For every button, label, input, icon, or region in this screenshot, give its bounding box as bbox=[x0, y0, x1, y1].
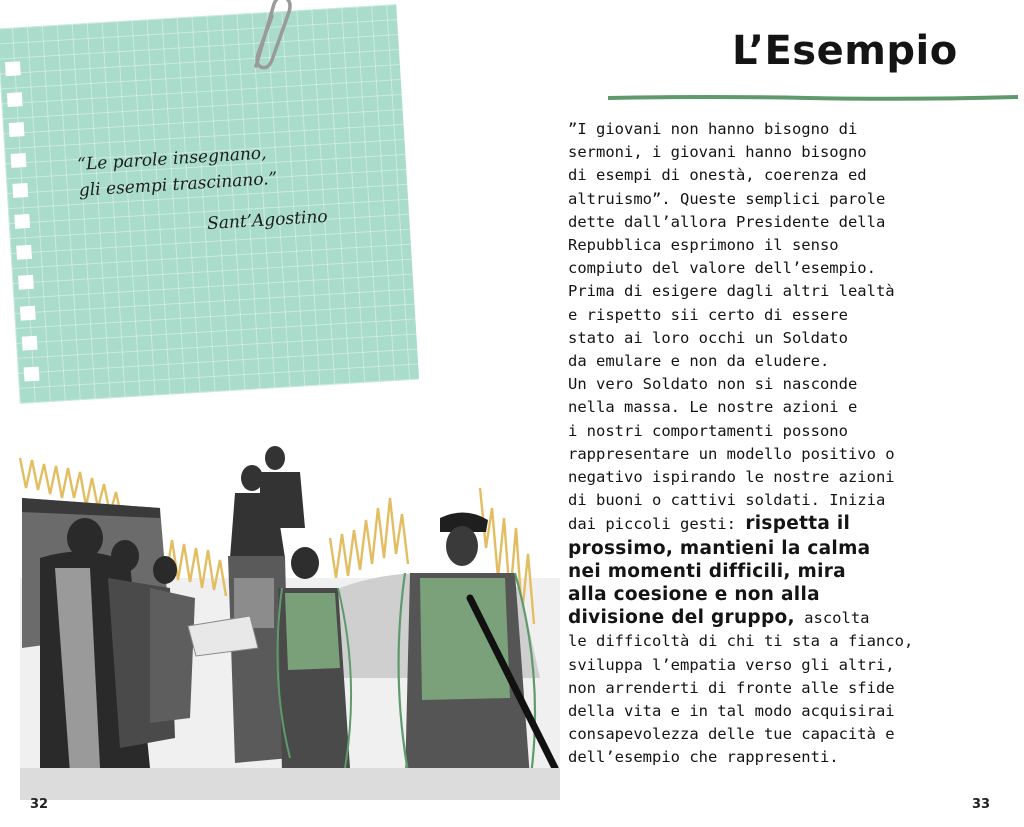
page-title: L’Esempio bbox=[732, 28, 958, 74]
note-hole bbox=[18, 275, 34, 290]
body-line: da emulare e non da eludere. bbox=[568, 352, 830, 371]
body-line: sermoni, i giovani hanno bisogno bbox=[568, 143, 867, 162]
note-hole bbox=[5, 61, 21, 76]
body-line: e rispetto sii certo di essere bbox=[568, 305, 848, 324]
paperclip-icon bbox=[234, 0, 294, 74]
quote-line: gli esempi trascinano.” bbox=[78, 168, 278, 201]
body-text bbox=[568, 118, 1018, 770]
quote-author: Sant’Agostino bbox=[206, 206, 329, 235]
emphasis-line: prossimo, mantieni la calma bbox=[568, 537, 871, 559]
note-hole bbox=[20, 306, 36, 321]
soldiers-photo bbox=[0, 438, 564, 800]
body-text-normal: dai piccoli gesti: bbox=[568, 515, 746, 534]
body-line: stato ai loro occhi un Soldato bbox=[568, 328, 848, 347]
body-line: dell’esempio che rappresenti. bbox=[568, 748, 839, 767]
emphasis-text: rispetta il bbox=[745, 513, 851, 535]
body-line: Un vero Soldato non si nasconde bbox=[568, 375, 858, 394]
page-number-right: 33 bbox=[972, 797, 991, 812]
body-line: nella massa. Le nostre azioni e bbox=[568, 398, 858, 417]
body-line: Repubblica esprimono il senso bbox=[568, 236, 839, 255]
note-hole bbox=[24, 367, 40, 382]
body-line: consapevolezza delle tue capacità e bbox=[568, 725, 895, 744]
emphasis-line: alla coesione e non alla bbox=[568, 584, 820, 606]
body-line-mixed bbox=[568, 606, 1018, 630]
body-line: Prima di esigere dagli altri lealtà bbox=[568, 282, 895, 301]
note-hole bbox=[9, 122, 25, 137]
body-line: altruismo”. Queste semplici parole bbox=[568, 189, 886, 208]
body-line: i nostri comportamenti possono bbox=[568, 421, 848, 440]
page-number-left: 32 bbox=[30, 797, 49, 812]
note-hole bbox=[12, 183, 28, 198]
note-hole bbox=[16, 244, 32, 259]
body-line: di esempi di onestà, coerenza ed bbox=[568, 166, 867, 185]
body-line: della vita e in tal modo acquisirai bbox=[568, 702, 895, 721]
note-hole bbox=[11, 153, 27, 168]
emphasis-text: divisione del gruppo, bbox=[568, 607, 795, 629]
body-line: dette dall’allora Presidente della bbox=[568, 212, 886, 231]
body-line: rappresentare un modello positivo o bbox=[568, 444, 895, 463]
body-line: le difficoltà di chi ti sta a fianco, bbox=[568, 632, 914, 651]
note-hole bbox=[22, 336, 38, 351]
title-underline bbox=[608, 94, 1018, 102]
body-line: non arrenderti di fronte alle sfide bbox=[568, 678, 895, 697]
note-hole bbox=[14, 214, 30, 229]
quote-note bbox=[0, 4, 419, 404]
body-line-mixed bbox=[568, 512, 1018, 536]
emphasis-line: nei momenti difficili, mira bbox=[568, 560, 846, 582]
body-line: negativo ispirando le nostre azioni bbox=[568, 468, 895, 487]
body-line: ”I giovani non hanno bisogno di bbox=[568, 120, 858, 138]
note-hole bbox=[7, 92, 23, 107]
body-line: di buoni o cattivi soldati. Inizia bbox=[568, 491, 886, 510]
body-text-normal: ascolta bbox=[794, 609, 870, 628]
grid-paper bbox=[0, 4, 419, 404]
body-line: compiuto del valore dell’esempio. bbox=[568, 259, 876, 278]
quote-line: “Le parole insegnano, bbox=[76, 143, 268, 175]
body-line: sviluppa l’empatia verso gli altri, bbox=[568, 655, 895, 674]
